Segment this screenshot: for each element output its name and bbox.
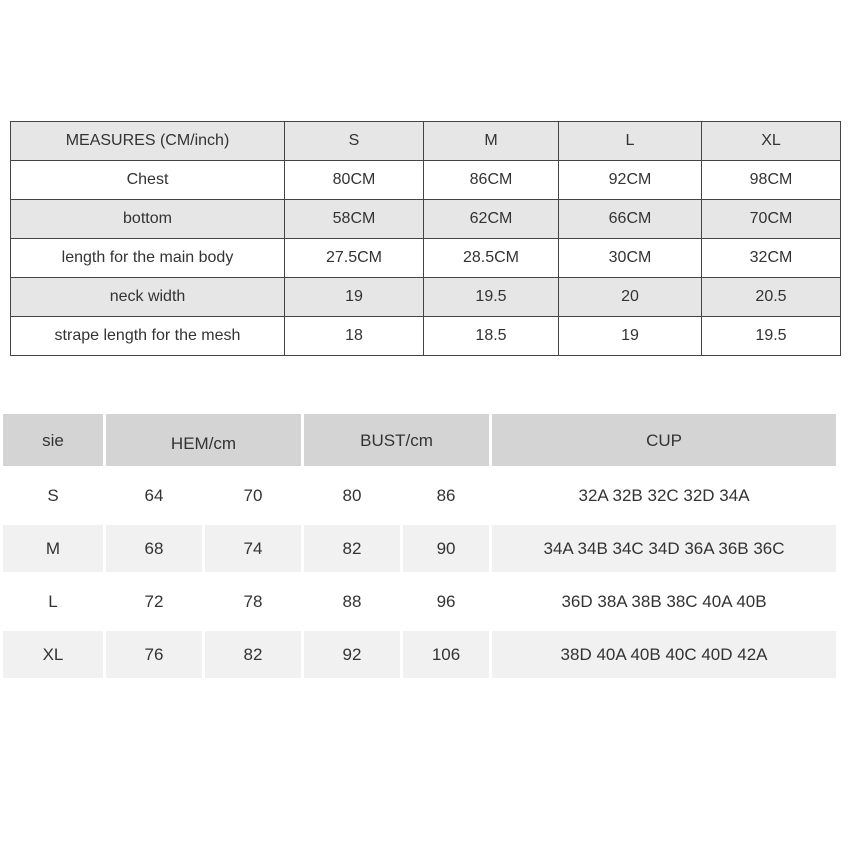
measures-header-size-xl: XL [702, 122, 841, 161]
measure-value: 19 [285, 278, 424, 317]
measure-value: 20.5 [702, 278, 841, 317]
measures-header-row [11, 122, 841, 161]
table-row [11, 161, 841, 200]
measure-value: 58CM [285, 200, 424, 239]
hem-min: 64 [106, 472, 202, 519]
table-row [3, 525, 836, 572]
cup-sizes: 32A 32B 32C 32D 34A [492, 472, 836, 519]
measure-value: 70CM [702, 200, 841, 239]
size-label: L [3, 578, 103, 625]
measures-header-size-m: M [424, 122, 559, 161]
size-label: S [3, 472, 103, 519]
hem-min: 68 [106, 525, 202, 572]
size-label: XL [3, 631, 103, 678]
table-row [3, 631, 836, 678]
size-cup-table [0, 414, 839, 678]
measure-value: 80CM [285, 161, 424, 200]
measure-value: 19 [559, 317, 702, 356]
measure-label: strape length for the mesh [11, 317, 285, 356]
measure-label: Chest [11, 161, 285, 200]
measure-value: 18.5 [424, 317, 559, 356]
table-row [3, 578, 836, 625]
measure-value: 19.5 [424, 278, 559, 317]
bust-max: 90 [403, 525, 489, 572]
measure-value: 32CM [702, 239, 841, 278]
table-row [11, 278, 841, 317]
measure-label: bottom [11, 200, 285, 239]
measures-table [10, 121, 841, 356]
size-label: M [3, 525, 103, 572]
size-header-sie: sie [3, 414, 103, 466]
measures-header-size-l: L [559, 122, 702, 161]
measure-value: 92CM [559, 161, 702, 200]
hem-min: 76 [106, 631, 202, 678]
hem-min: 72 [106, 578, 202, 625]
bust-max: 86 [403, 472, 489, 519]
measures-header-label: MEASURES (CM/inch) [11, 122, 285, 161]
table-row [11, 200, 841, 239]
hem-max: 78 [205, 578, 301, 625]
measure-value: 28.5CM [424, 239, 559, 278]
bust-min: 80 [304, 472, 400, 519]
measure-value: 19.5 [702, 317, 841, 356]
size-header-bust: BUST/cm [304, 414, 489, 466]
table-row [3, 472, 836, 519]
bust-max: 106 [403, 631, 489, 678]
size-header-row [3, 414, 836, 466]
cup-sizes: 38D 40A 40B 40C 40D 42A [492, 631, 836, 678]
hem-max: 70 [205, 472, 301, 519]
measure-value: 18 [285, 317, 424, 356]
size-header-hem: HEM/cm [106, 414, 301, 466]
table-row [11, 239, 841, 278]
measure-value: 98CM [702, 161, 841, 200]
bust-min: 88 [304, 578, 400, 625]
measure-value: 30CM [559, 239, 702, 278]
measure-label: neck width [11, 278, 285, 317]
measure-value: 86CM [424, 161, 559, 200]
hem-max: 74 [205, 525, 301, 572]
measure-label: length for the main body [11, 239, 285, 278]
cup-sizes: 34A 34B 34C 34D 36A 36B 36C [492, 525, 836, 572]
measure-value: 27.5CM [285, 239, 424, 278]
cup-sizes: 36D 38A 38B 38C 40A 40B [492, 578, 836, 625]
measure-value: 62CM [424, 200, 559, 239]
measure-value: 20 [559, 278, 702, 317]
bust-min: 82 [304, 525, 400, 572]
bust-max: 96 [403, 578, 489, 625]
measures-header-size-s: S [285, 122, 424, 161]
measure-value: 66CM [559, 200, 702, 239]
hem-max: 82 [205, 631, 301, 678]
table-row [11, 317, 841, 356]
size-header-cup: CUP [492, 414, 836, 466]
bust-min: 92 [304, 631, 400, 678]
